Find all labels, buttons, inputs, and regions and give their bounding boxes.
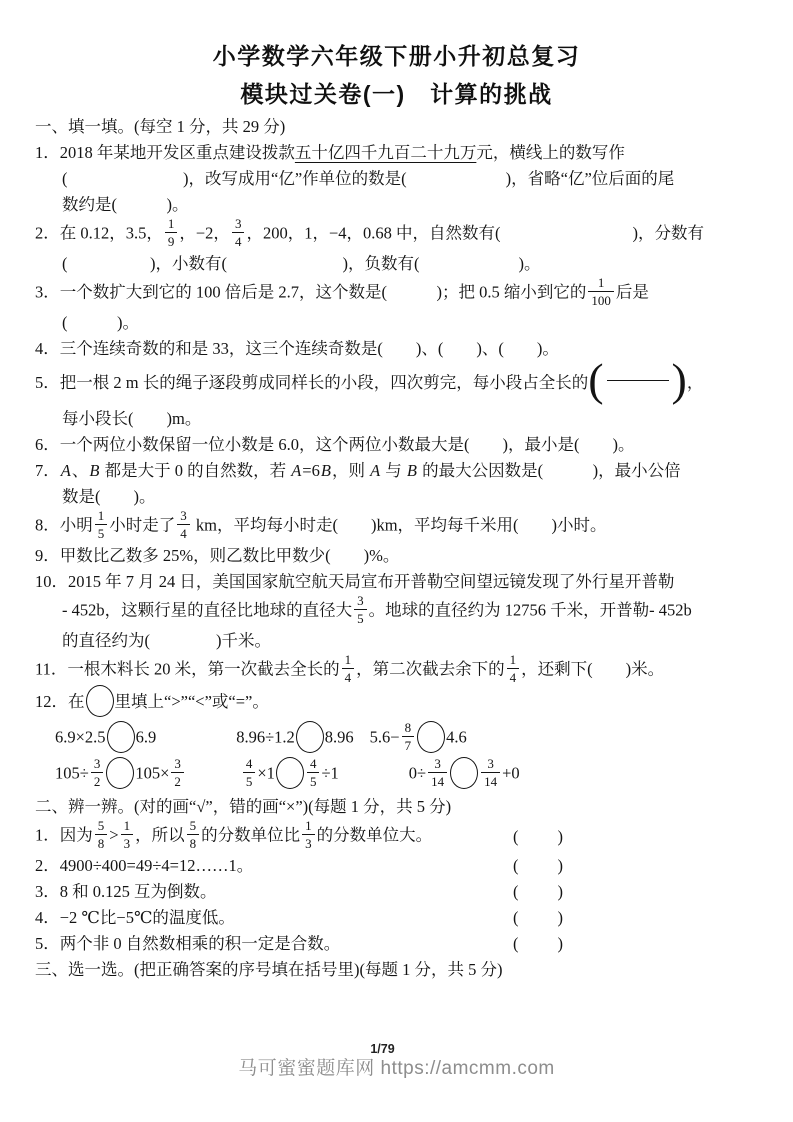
fraction-denominator: 8 (189, 836, 197, 851)
text-run: 、 (71, 461, 89, 480)
page-number: 1/79 (370, 1042, 395, 1056)
fraction-numerator: 5 (187, 818, 200, 835)
fraction (232, 216, 245, 249)
fraction-numerator: 1 (121, 818, 134, 835)
fraction-numerator: 4 (243, 756, 256, 773)
column-gap (156, 741, 236, 742)
text-run: 的直径约为( )千米。 (62, 631, 271, 650)
text-run: =6 (302, 461, 320, 480)
fraction (302, 818, 315, 851)
q2-line1 (35, 218, 767, 251)
answer-brackets: ( ) (513, 826, 565, 846)
fraction (307, 756, 320, 789)
text-run: 4.6 (446, 727, 467, 747)
fraction-denominator: 3 (305, 836, 312, 851)
fraction-numerator: 3 (354, 593, 367, 610)
q3-line2 (35, 310, 767, 336)
fraction (95, 508, 108, 541)
text-run: 与 (381, 461, 406, 480)
fraction (481, 756, 500, 789)
fraction-numerator: 3 (91, 756, 104, 773)
text-run: 105÷ (55, 763, 89, 783)
text-run: 0÷ (408, 763, 427, 783)
tf-item-3 (35, 879, 767, 905)
text-run: ，所以 (135, 825, 185, 845)
variable-letter: A (60, 461, 71, 480)
text-run: 8.96÷1.2 (236, 727, 295, 747)
fraction-denominator: 2 (93, 774, 101, 789)
text-run: +0 (502, 763, 520, 783)
page-footer (0, 1042, 793, 1080)
variable-letter: B (406, 461, 417, 480)
tf-item-2 (35, 853, 767, 879)
fraction-denominator: 5 (245, 774, 253, 789)
variable-letter: A (370, 461, 381, 480)
big-fraction-blank (588, 354, 687, 405)
q7-line1 (35, 458, 767, 484)
fraction-denominator: 8 (97, 836, 105, 851)
column-gap (186, 777, 241, 778)
comparison-circle-blank (106, 757, 134, 789)
fraction-numerator: 3 (428, 756, 447, 773)
q5-line1 (35, 354, 767, 406)
fraction (507, 652, 520, 685)
text-run: 的最大公因数是( )，最小公倍 (418, 461, 681, 480)
fraction-numerator: 1 (165, 216, 178, 233)
text-run: 2．在 0.12，3.5， (35, 223, 163, 243)
text-run: 7． (35, 461, 60, 480)
tf-item-4 (35, 905, 767, 931)
text-run: 2．4900÷400=49÷4=12……1。 (35, 856, 254, 875)
text-run: 三、选一选。(把正确答案的序号填在括号里)(每题 1 分，共 5 分) (35, 960, 503, 979)
text-run: 。地球的直径约为 12756 千米，开普勒- 452b (368, 600, 692, 620)
answer-brackets: ( ) (513, 882, 565, 901)
comparison-circle-blank (417, 721, 445, 753)
variable-letter: B (89, 461, 100, 480)
text-run: ÷1 (321, 763, 339, 783)
fraction-denominator: 4 (344, 670, 352, 685)
q7-line2 (35, 484, 767, 510)
fraction (354, 593, 367, 626)
text-run: 3．8 和 0.125 互为倒数。 (35, 882, 217, 901)
text-run: 元，横线上的数写作 (476, 143, 625, 162)
fraction-numerator: 1 (302, 818, 315, 835)
section3-header (35, 957, 767, 983)
text-run: 一、填一填。(每空 1 分，共 29 分) (35, 117, 286, 136)
text-run: 105× (135, 763, 170, 783)
text-run: 5．把一根 2 m 长的绳子逐段剪成同样长的小段，四次剪完，每小段占全长的 (35, 372, 589, 392)
fraction-numerator: 5 (95, 818, 108, 835)
comparison-circle-blank (107, 721, 135, 753)
text-run: ( )，小数有( )，负数有( )。 (62, 254, 541, 273)
variable-letter: B (320, 461, 331, 480)
q3-line1 (35, 277, 767, 310)
text-run: 1．2018 年某地开发区重点建设拨款 (35, 143, 295, 162)
text-run: 的分数单位大。 (316, 825, 433, 845)
text-run: 6.9×2.5 (55, 727, 106, 747)
text-run: 里填上“>”“<”或“=”。 (114, 691, 269, 711)
q1-line3 (35, 192, 767, 218)
fraction (342, 652, 355, 685)
text-run: 5．两个非 0 自然数相乘的积一定是合数。 (35, 934, 341, 953)
fraction (91, 756, 104, 789)
fraction-denominator: 5 (97, 526, 105, 541)
fraction (588, 275, 614, 308)
tf-item-1 (35, 820, 767, 853)
comparison-circle-blank (86, 685, 114, 717)
fraction (243, 756, 256, 789)
text-run: 11．一根木料长 20 米，第一次截去全长的 (35, 659, 340, 679)
q12-line1 (35, 687, 767, 719)
fraction (428, 756, 447, 789)
fraction-numerator: 1 (95, 508, 108, 525)
text-run: 10．2015 年 7 月 24 日，美国国家航空航天局宣布开普勒空间望远镜发现了外行星开普勒 (35, 572, 675, 591)
section1-header (35, 114, 767, 140)
fraction-denominator: 4 (509, 670, 517, 685)
text-run: 每小段长( )m。 (62, 409, 202, 428)
text-run: 数约是( )。 (62, 195, 189, 214)
fraction-denominator: 5 (357, 611, 364, 626)
fraction-denominator: 9 (167, 234, 175, 249)
text-run: ，−2， (179, 223, 230, 243)
q9-line (35, 543, 767, 569)
fraction-denominator: 14 (484, 774, 498, 789)
q8-line (35, 510, 767, 543)
fraction (165, 216, 178, 249)
answer-brackets: ( ) (513, 934, 565, 953)
fraction (177, 508, 190, 541)
q6-line (35, 432, 767, 458)
answer-brackets: ( ) (513, 908, 565, 927)
text-run: 1．因为 (35, 825, 93, 845)
text-run: ×1 (257, 763, 275, 783)
text-run: ，200，1，−4，0.68 中，自然数有( )，分数有 (246, 223, 704, 243)
fraction-numerator: 3 (481, 756, 500, 773)
big-paren-right: ) (671, 354, 687, 405)
answer-brackets: ( ) (513, 856, 565, 875)
variable-letter: A (291, 461, 302, 480)
fraction (171, 756, 184, 789)
q1-line1 (35, 140, 767, 166)
fraction-denominator: 4 (180, 526, 187, 541)
text-run: 6.9 (135, 727, 157, 747)
fraction (402, 720, 415, 753)
fraction (95, 818, 108, 851)
q10-line2 (35, 595, 767, 628)
doc-subtitle: 模块过关卷(一) 计算的挑战 (240, 81, 553, 107)
text-run: 9．甲数比乙数多 25%，则乙数比甲数少( )%。 (35, 546, 400, 565)
text-run: > (109, 825, 119, 845)
text-run: ，则 (331, 461, 370, 480)
comparison-circle-blank (276, 757, 304, 789)
text-run: 5.6− (369, 727, 400, 747)
text-run: - 452b，这颗行星的直径比地球的直径大 (62, 600, 353, 620)
text-run: ， (686, 372, 704, 392)
text-run: 8．小明 (35, 515, 93, 535)
fraction-denominator: 3 (123, 836, 131, 851)
fraction-denominator: 14 (431, 774, 445, 789)
column-gap (339, 777, 409, 778)
big-paren-left: ( (588, 354, 604, 405)
section2-header (35, 794, 767, 820)
fraction-numerator: 3 (171, 756, 184, 773)
q5-line2 (35, 406, 767, 432)
fraction-denominator: 7 (404, 738, 412, 753)
fraction (121, 818, 134, 851)
text-run: 的分数单位比 (201, 825, 301, 845)
text-run: 4．−2 ℃比−5℃的温度低。 (35, 908, 235, 927)
text-run: km，平均每小时走( )km，平均每千米用( )小时。 (191, 515, 607, 535)
fraction-numerator: 1 (588, 275, 614, 292)
text-run: ，第二次截去余下的 (356, 659, 505, 679)
tf-item-5 (35, 931, 767, 957)
fraction-numerator: 8 (402, 720, 415, 737)
doc-title: 小学数学六年级下册小升初总复习 (212, 43, 581, 69)
fraction-denominator: 4 (234, 234, 242, 249)
q10-line1 (35, 569, 767, 595)
text-run: 4．三个连续奇数的和是 33，这三个连续奇数是( )、( )、( )。 (35, 339, 559, 358)
comparison-circle-blank (296, 721, 324, 753)
fraction-denominator: 2 (174, 774, 181, 789)
fraction-denominator: 100 (591, 293, 611, 308)
q11-line (35, 654, 767, 687)
text-run: 8.96 (324, 727, 354, 747)
text-run: 后是 (615, 282, 649, 302)
text-run: ，还剩下( )米。 (521, 659, 665, 679)
q1-line2 (35, 166, 767, 192)
fraction-numerator: 3 (232, 216, 245, 233)
site-watermark: 马可蜜蜜题库网 https://amcmm.com (238, 1058, 555, 1079)
document-header (0, 0, 793, 109)
text-run: 都是大于 0 的自然数，若 (100, 461, 291, 480)
fraction-numerator: 1 (507, 652, 520, 669)
text-run: 二、辨一辨。(对的画“√”，错的画“×”)(每题 1 分，共 5 分) (35, 797, 452, 816)
text-run: ( )，改写成用“亿”作单位的数是( )，省略“亿”位后面的尾 (62, 169, 675, 188)
fraction-numerator: 3 (177, 508, 190, 525)
text-run: 3．一个数扩大到它的 100 倍后是 2.7，这个数是( )；把 0.5 缩小到它的 (35, 282, 587, 302)
q10-line3 (35, 628, 767, 654)
fraction-numerator: 4 (307, 756, 320, 773)
fraction (187, 818, 200, 851)
fraction-numerator: 1 (342, 652, 355, 669)
fraction-bar-blank (607, 380, 669, 381)
fraction-denominator: 5 (309, 774, 317, 789)
q12-row1 (35, 722, 767, 755)
text-run: 数是( )。 (62, 487, 156, 506)
exam-body (35, 114, 767, 983)
text-run: 小时走了 (109, 515, 176, 535)
q2-line2 (35, 251, 767, 277)
text-run: 6．一个两位小数保留一位小数是 6.0，这个两位小数最大是( )，最小是( )。 (35, 435, 635, 454)
underlined-text: 五十亿四千九百二十九万 (294, 143, 477, 162)
text-run: ( )。 (62, 313, 139, 332)
text-run: 12．在 (35, 691, 85, 711)
comparison-circle-blank (450, 757, 478, 789)
column-gap (354, 741, 370, 742)
q12-row2 (35, 758, 767, 791)
